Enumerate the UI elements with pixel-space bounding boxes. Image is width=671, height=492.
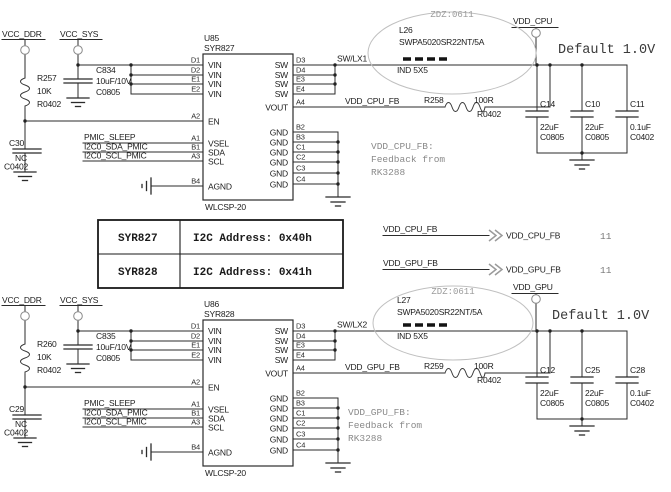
pin-number: A4: [296, 97, 305, 107]
offpage-arrow-icon: [489, 264, 502, 275]
pin-name: GND: [269, 413, 288, 424]
net-label: I2C0_SDA_PMIC: [84, 407, 148, 418]
highlight-bubble: [368, 12, 536, 94]
pin-number: D4: [296, 331, 306, 341]
footprint: C0402: [630, 132, 655, 142]
pin-number: B2: [296, 122, 305, 132]
sheet-number: 11: [600, 231, 612, 242]
pin-name: GND: [269, 423, 288, 434]
pin-number: E3: [296, 74, 305, 84]
value: 22uF: [540, 122, 559, 132]
pin-number: B2: [296, 388, 305, 398]
refdes: C835: [96, 331, 116, 341]
pin-number: E1: [191, 340, 200, 350]
table-cell-part: SYR827: [118, 233, 158, 245]
refdes: C834: [96, 65, 116, 75]
value: NC: [15, 153, 27, 163]
pin-name: GND: [269, 147, 288, 158]
circuit-vdd-gpu: [2, 282, 655, 478]
net-label: SW/LX2: [337, 319, 367, 330]
refdes: C30: [9, 138, 24, 148]
value: 22uF: [585, 122, 604, 132]
pin-number: B1: [191, 408, 200, 418]
ic-part: SYR827: [204, 43, 235, 53]
pin-name: VIN: [208, 336, 222, 346]
ic-package: WLCSP-20: [205, 468, 246, 478]
net-label: I2C0_SDA_PMIC: [84, 141, 148, 152]
net-label: PMIC_SLEEP: [84, 398, 136, 408]
pin-name: VIN: [208, 79, 222, 89]
power-net-label: VCC_SYS: [60, 29, 99, 39]
offpage-target-label: VDD_GPU_FB: [506, 264, 561, 275]
refdes: R259: [424, 361, 444, 371]
net-label: PMIC_SLEEP: [84, 132, 136, 142]
footprint: C0805: [96, 87, 121, 97]
footprint: IND 5X5: [397, 331, 428, 341]
footprint: IND 5X5: [397, 65, 428, 75]
pin-number: B4: [191, 442, 200, 452]
pin-name: SDA: [208, 413, 225, 424]
pin-number: C3: [296, 163, 306, 173]
value: 0.1uF: [630, 122, 651, 132]
power-net-label: VCC_DDR: [2, 29, 42, 39]
pin-name: GND: [269, 179, 288, 190]
pin-number: A1: [191, 133, 200, 143]
vdd-cpu-power-icon: [532, 29, 541, 38]
note-line: RK3288: [348, 433, 383, 444]
pin-number: C1: [296, 408, 306, 418]
pin-name: GND: [269, 137, 288, 148]
refdes: L26: [399, 25, 413, 35]
footprint: C0805: [585, 398, 610, 408]
value: 100R: [474, 95, 494, 105]
vdd-gpu-power-icon: [532, 295, 541, 304]
net-label: VDD_CPU_FB: [383, 224, 438, 234]
refdes: L27: [397, 295, 411, 305]
refdes: C10: [585, 99, 600, 109]
vcc-ddr-power-icon: [21, 312, 30, 321]
pin-number: E4: [296, 350, 305, 360]
value: 22uF: [540, 388, 559, 398]
net-label: VDD_GPU_FB: [345, 362, 400, 372]
pin-number: C4: [296, 440, 306, 450]
pin-name: SW: [274, 355, 288, 365]
pin-name: VIN: [208, 70, 222, 80]
default-voltage-label: Default 1.0V: [558, 43, 656, 58]
pin-name: VOUT: [265, 102, 288, 113]
pin-name: VSEL: [208, 138, 229, 149]
bubble-label: ZDZ:0611: [430, 10, 474, 20]
pin-number: D3: [296, 321, 306, 331]
value: NC: [15, 419, 27, 429]
pin-name: AGND: [208, 447, 232, 458]
pin-name: SW: [274, 79, 288, 89]
pin-number: C2: [296, 418, 306, 428]
pin-number: B1: [191, 142, 200, 152]
pin-number: E1: [191, 74, 200, 84]
pin-name: AGND: [208, 181, 232, 192]
pin-name: GND: [269, 127, 288, 138]
power-net-label: VCC_DDR: [2, 295, 42, 305]
net-label: SW/LX1: [337, 53, 367, 64]
net-label: I2C0_SCL_PMIC: [84, 150, 147, 161]
pin-name: VIN: [208, 60, 222, 70]
refdes: C25: [585, 365, 600, 375]
vcc-sys-power-icon: [74, 46, 83, 55]
footprint: R0402: [37, 99, 62, 109]
table-cell-address: I2C Address: 0x40h: [193, 233, 312, 245]
value: 0.1uF: [630, 388, 651, 398]
pin-number: B3: [296, 398, 305, 408]
value: SWPA5020SR22NT/5A: [399, 37, 485, 47]
ic-refdes: U85: [204, 33, 219, 43]
value: 100R: [474, 361, 494, 371]
net-label: VDD_CPU_FB: [345, 96, 400, 106]
refdes: C29: [9, 404, 24, 414]
footprint: R0402: [37, 365, 62, 375]
footprint: C0805: [585, 132, 610, 142]
pin-name: SCL: [208, 422, 224, 433]
pin-name: GND: [269, 403, 288, 414]
sheet-number: 11: [600, 265, 612, 276]
pin-name: GND: [269, 434, 288, 445]
footprint: C0805: [540, 398, 565, 408]
value: 10uF/10V: [96, 76, 132, 86]
i2c-address-table: [98, 220, 343, 288]
value: SWPA5020SR22NT/5A: [397, 307, 483, 317]
pin-name: SW: [274, 336, 288, 346]
note-line: VDD_CPU_FB:: [371, 141, 434, 152]
pin-number: E3: [296, 340, 305, 350]
pin-number: C1: [296, 142, 306, 152]
vcc-ddr-power-icon: [21, 46, 30, 55]
pin-number: B3: [296, 132, 305, 142]
pin-name: SW: [274, 60, 288, 70]
pin-number: B4: [191, 176, 200, 186]
pin-number: C4: [296, 174, 306, 184]
pin-number: D1: [190, 321, 200, 331]
net-label: VDD_GPU_FB: [383, 258, 438, 268]
pin-number: C3: [296, 429, 306, 439]
pin-number: D2: [190, 65, 200, 75]
pin-name: EN: [208, 116, 220, 127]
pin-name: VOUT: [265, 368, 288, 379]
refdes: R260: [37, 339, 57, 349]
pin-number: D4: [296, 65, 306, 75]
pin-number: E2: [191, 350, 200, 360]
pin-number: D2: [190, 331, 200, 341]
pin-name: VIN: [208, 326, 222, 336]
footprint: C0805: [540, 132, 565, 142]
pin-number: A3: [191, 151, 200, 161]
pin-name: GND: [269, 168, 288, 179]
pin-number: A2: [191, 111, 200, 121]
value: 10uF/10V: [96, 342, 132, 352]
footprint: R0402: [477, 109, 502, 119]
value: 10K: [37, 86, 52, 96]
refdes: C11: [630, 99, 645, 109]
bubble-label: ZDZ:0611: [431, 287, 475, 297]
pin-name: SDA: [208, 147, 225, 158]
vcc-sys-power-icon: [74, 312, 83, 321]
circuit-vdd-cpu: [2, 10, 656, 212]
ic-package: WLCSP-20: [205, 202, 246, 212]
pin-name: SW: [274, 326, 288, 336]
note-line: Feedback from: [348, 420, 423, 431]
refdes: R257: [37, 73, 57, 83]
offpage-arrow-icon: [489, 230, 502, 241]
ic-part: SYR828: [204, 309, 235, 319]
offpage-target-label: VDD_CPU_FB: [506, 230, 561, 241]
value: 22uF: [585, 388, 604, 398]
pin-name: SW: [274, 70, 288, 80]
offpage-connectors: [383, 224, 612, 276]
footprint: C0402: [4, 427, 29, 438]
pin-name: GND: [269, 393, 288, 404]
value: 10K: [37, 352, 52, 362]
pin-name: VIN: [208, 355, 222, 365]
footprint: C0805: [96, 353, 121, 363]
note-line: RK3288: [371, 167, 406, 178]
pin-number: E2: [191, 84, 200, 94]
refdes: C14: [540, 99, 555, 109]
table-cell-part: SYR828: [118, 267, 158, 279]
note-line: Feedback from: [371, 154, 446, 165]
wires: [2, 28, 627, 198]
pin-name: VSEL: [208, 404, 229, 415]
power-net-label: VDD_GPU: [513, 282, 553, 292]
pin-number: C2: [296, 152, 306, 162]
ic-refdes: U86: [204, 299, 219, 309]
pin-number: E4: [296, 84, 305, 94]
footprint: R0402: [477, 375, 502, 385]
pin-name: GND: [269, 157, 288, 168]
pin-name: SW: [274, 345, 288, 355]
pin-number: D3: [296, 55, 306, 65]
footprint: C0402: [4, 161, 29, 172]
refdes: R258: [424, 95, 444, 105]
pin-number: A3: [191, 417, 200, 427]
pin-name: VIN: [208, 345, 222, 355]
pin-name: SCL: [208, 156, 224, 167]
pin-number: D1: [190, 55, 200, 65]
power-net-label: VCC_SYS: [60, 295, 99, 305]
note-line: VDD_GPU_FB:: [348, 407, 411, 418]
power-net-label: VDD_CPU: [513, 16, 553, 26]
pin-number: A4: [296, 363, 305, 373]
pin-name: EN: [208, 382, 220, 393]
table-cell-address: I2C Address: 0x41h: [193, 267, 312, 279]
pin-number: A1: [191, 399, 200, 409]
refdes: C28: [630, 365, 645, 375]
footprint: C0402: [630, 398, 655, 408]
pin-name: SW: [274, 89, 288, 99]
pin-name: VIN: [208, 89, 222, 99]
refdes: C12: [540, 365, 555, 375]
wires: [2, 294, 627, 464]
net-label: I2C0_SCL_PMIC: [84, 416, 147, 427]
pin-name: GND: [269, 445, 288, 456]
pin-number: A2: [191, 377, 200, 387]
default-voltage-label: Default 1.0V: [552, 309, 650, 324]
